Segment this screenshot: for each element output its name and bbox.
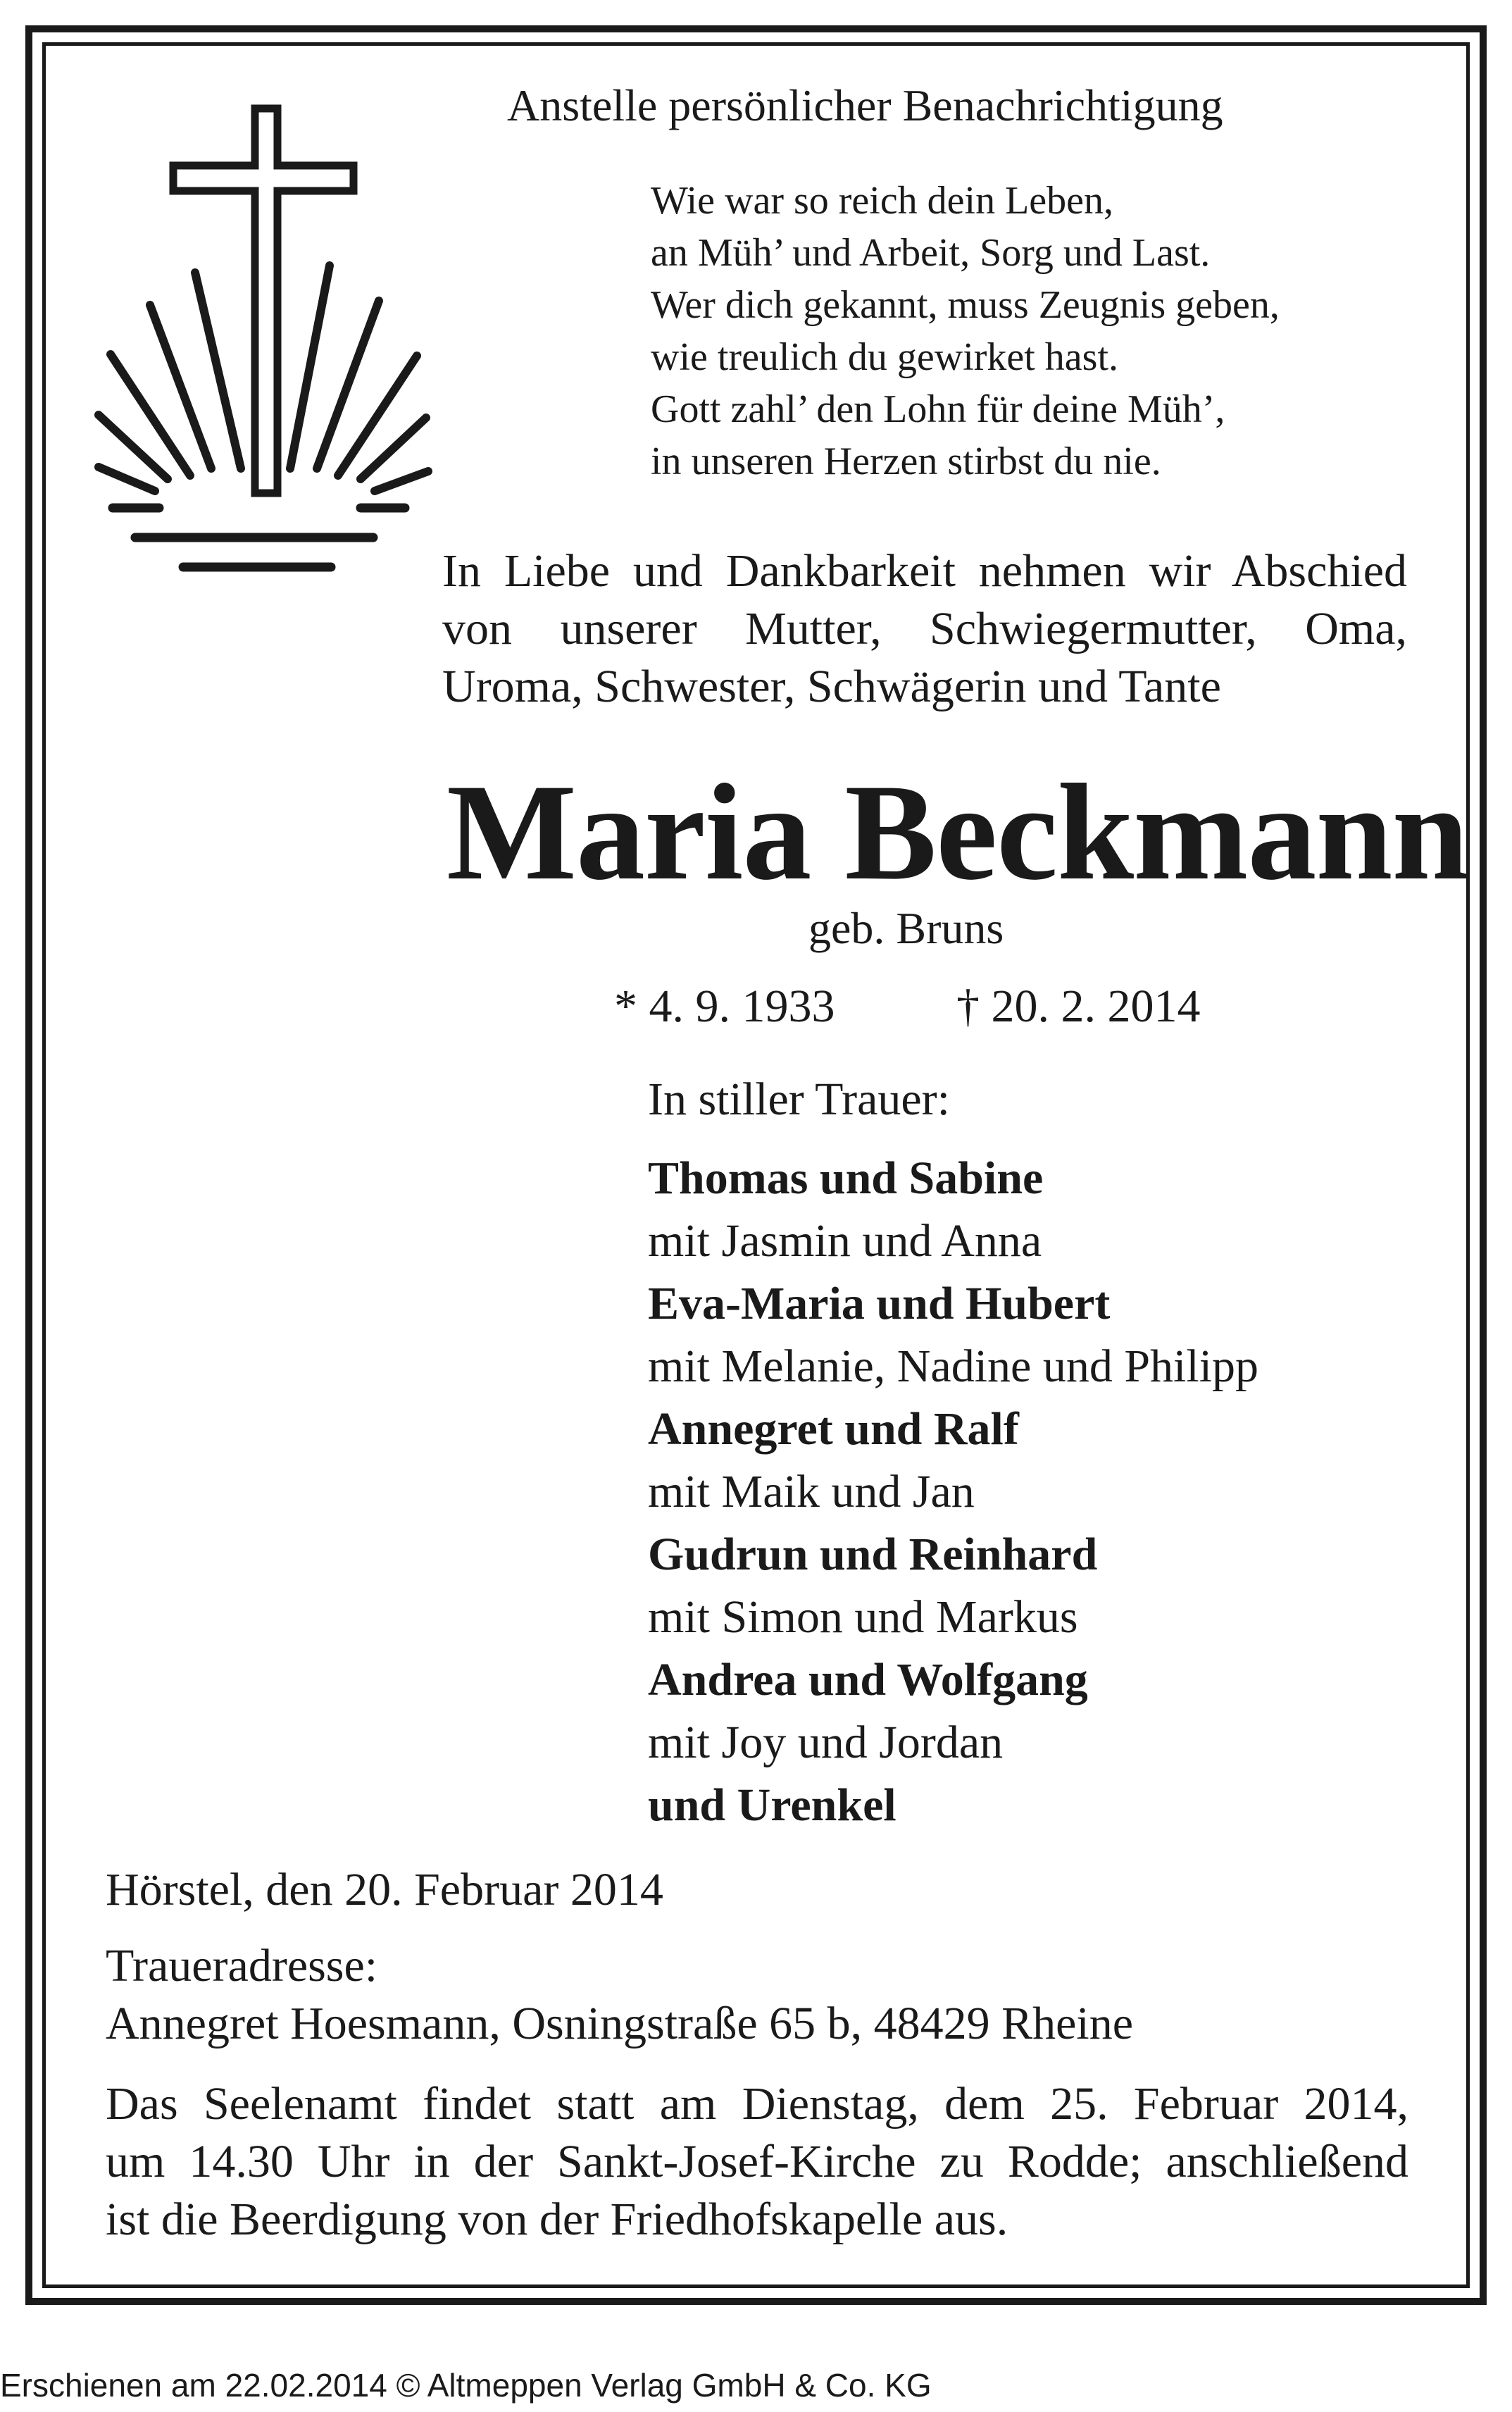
place-date: Hörstel, den 20. Februar 2014 <box>106 1864 663 1915</box>
mourner-names: Andrea und Wolfgang <box>648 1654 1088 1705</box>
mourner-names: Gudrun und Reinhard <box>648 1529 1098 1580</box>
farewell-text <box>442 542 1407 716</box>
mourning-title: In stiller Trauer: <box>648 1074 950 1125</box>
mourner-group <box>648 1648 1258 1774</box>
farewell-line: In Liebe und Dankbarkeit nehmen wir Abschied <box>442 545 1407 597</box>
mourner-children: mit Maik und Jan <box>648 1466 975 1517</box>
mourner-group <box>648 1272 1258 1398</box>
mourner-children: mit Melanie, Nadine und Philipp <box>648 1341 1259 1392</box>
mourner-children: mit Simon und Markus <box>648 1591 1078 1643</box>
mourner-group <box>648 1523 1258 1648</box>
deceased-name: Maria Beckmann <box>446 756 1468 909</box>
mourners-list <box>648 1147 1258 1837</box>
mourner-names: Eva-Maria und Hubert <box>648 1278 1111 1329</box>
poem <box>651 175 1280 487</box>
service-info <box>106 2075 1408 2249</box>
publication-footer: Erschienen am 22.02.2014 © Altmeppen Verlag GmbH & Co. KG <box>0 2367 932 2404</box>
poem-line: in unseren Herzen stirbst du nie. <box>651 440 1161 483</box>
address-label: Traueradresse: <box>106 1940 378 1991</box>
headline: Anstelle persönlicher Benachrichtigung <box>507 80 1223 130</box>
mourner-children: mit Jasmin und Anna <box>648 1215 1042 1267</box>
poem-line: an Müh’ und Arbeit, Sorg und Last. <box>651 231 1211 275</box>
service-line: um 14.30 Uhr in der Sankt-Josef-Kirche zu Rodde; anschließend <box>106 2136 1408 2187</box>
service-line: Das Seelenamt findet statt am Dienstag, dem 25. Februar 2014, <box>106 2078 1408 2130</box>
mourner-names: Annegret und Ralf <box>648 1403 1019 1455</box>
poem-line: Wie war so reich dein Leben, <box>651 179 1114 223</box>
service-line: ist die Beerdigung von der Friedhofskapelle aus. <box>106 2194 1008 2245</box>
mourner-group <box>648 1147 1258 1272</box>
mourner-group <box>648 1398 1258 1523</box>
poem-line: Wer dich gekannt, muss Zeugnis geben, <box>651 283 1280 327</box>
poem-line: Gott zahl’ den Lohn für deine Müh’, <box>651 387 1225 431</box>
farewell-line: Uroma, Schwester, Schwägerin und Tante <box>442 661 1221 712</box>
maiden-name: geb. Bruns <box>808 903 1004 953</box>
mourner-names: Thomas und Sabine <box>648 1152 1044 1204</box>
poem-line: wie treulich du gewirket hast. <box>651 335 1119 379</box>
birth-date: * 4. 9. 1933 <box>614 981 835 1032</box>
great-grandchildren: und Urenkel <box>648 1779 896 1831</box>
mourning-address: Annegret Hoesmann, Osningstraße 65 b, 48429 Rheine <box>106 1998 1134 2049</box>
death-date: † 20. 2. 2014 <box>956 981 1201 1032</box>
cross-sunrise-icon <box>92 102 437 588</box>
farewell-line: von unserer Mutter, Schwiegermutter, Oma, <box>442 603 1407 654</box>
mourner-children: mit Joy und Jordan <box>648 1717 1004 1768</box>
